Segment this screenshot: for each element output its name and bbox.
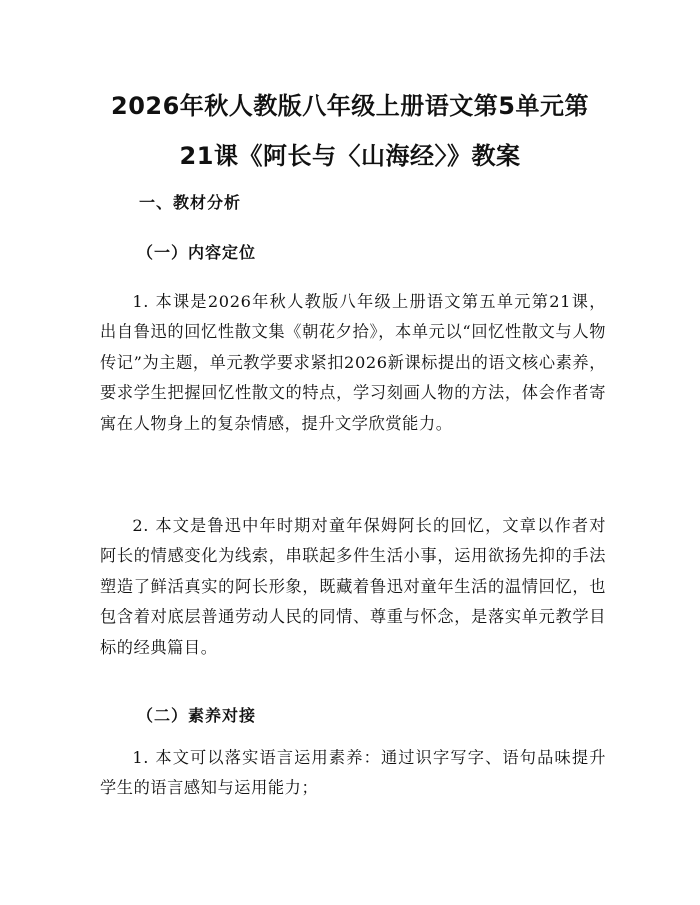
subsection-heading-literacy-alignment: （二）素养对接 [137,706,257,725]
paragraph-1: 1. 本课是2026年秋人教版八年级上册语文第五单元第21课，出自鲁迅的回忆性散文集《朝花夕拾》，本单元以“回忆性散文与人物传记”为主题，单元教学要求紧扣2026新课标提出的语文核心素养，要求学生把握回忆性散文的特点，学习刻画人物的方法，体会作者寄寓在人物身上的复杂情感，提升文学欣赏能力。 [100,292,606,433]
document-title-line-2: 21课《阿长与〈山海经〉》教案 [179,142,521,170]
paragraph-3: 1. 本文可以落实语言运用素养：通过识字写字、语句品味提升学生的语言感知与运用能力； [100,748,606,798]
subsection-heading-content-positioning: （一）内容定位 [137,243,257,262]
section-heading-textbook-analysis: 一、教材分析 [139,193,242,212]
paragraph-2: 2. 本文是鲁迅中年时期对童年保姆阿长的回忆，文章以作者对阿长的情感变化为线索，串联起多件生活小事，运用欲扬先抑的手法塑造了鲜活真实的阿长形象，既藏着鲁迅对童年生活的温情回忆，也包含着对底层普通劳动人民的同情、尊重与怀念，是落实单元教学目标的经典篇目。 [100,516,606,657]
document-title-line-1: 2026年秋人教版八年级上册语文第5单元第 [111,92,589,120]
